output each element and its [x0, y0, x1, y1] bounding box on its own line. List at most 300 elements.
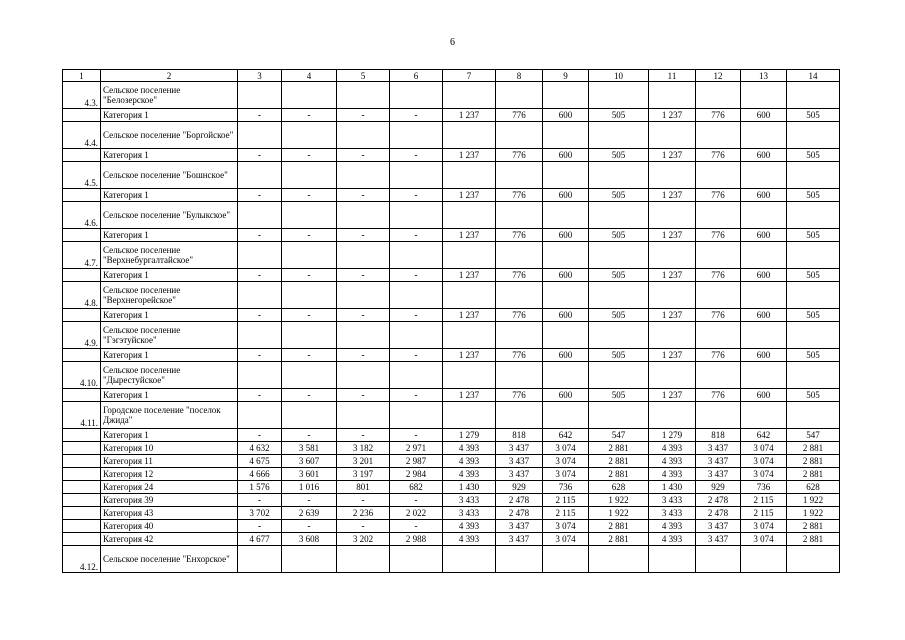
settlement-row [63, 546, 840, 573]
table-cell [589, 402, 649, 429]
category-row [63, 109, 840, 122]
table-cell: 3 437 [496, 533, 543, 546]
table-cell: 2 639 [282, 507, 337, 520]
table-cell: 1 237 [443, 109, 496, 122]
header-cell: 14 [787, 70, 840, 82]
table-cell: 2 987 [390, 455, 443, 468]
table-cell: 3 437 [696, 520, 741, 533]
table-cell [443, 82, 496, 109]
table-cell [390, 546, 443, 573]
table-cell [282, 162, 337, 189]
table-cell [649, 162, 696, 189]
table-cell: 3 437 [696, 455, 741, 468]
row-number [63, 507, 101, 520]
table-cell [337, 162, 390, 189]
table-cell: 3 433 [443, 494, 496, 507]
table-cell: - [238, 269, 282, 282]
table-cell [741, 282, 787, 309]
table-cell [543, 202, 589, 229]
table-cell [390, 322, 443, 349]
table-cell: - [337, 389, 390, 402]
category-row [63, 520, 840, 533]
table-cell: 600 [741, 149, 787, 162]
category-row [63, 309, 840, 322]
table-cell: 600 [741, 189, 787, 202]
row-number [63, 269, 101, 282]
row-number: 4.11. [63, 402, 101, 429]
table-cell: 628 [589, 481, 649, 494]
table-cell [543, 122, 589, 149]
table-cell: - [390, 269, 443, 282]
table-cell: 1 237 [649, 109, 696, 122]
table-cell [589, 546, 649, 573]
table-cell: 2 881 [787, 533, 840, 546]
table-cell [543, 546, 589, 573]
table-cell: 3 202 [337, 533, 390, 546]
table-cell: 1 430 [649, 481, 696, 494]
table-cell [282, 282, 337, 309]
category-name: Категория 11 [101, 455, 238, 468]
table-cell: 1 237 [443, 389, 496, 402]
header-cell: 1 [63, 70, 101, 82]
table-cell [496, 82, 543, 109]
table-cell: 600 [543, 389, 589, 402]
category-name: Категория 42 [101, 533, 238, 546]
table-cell: - [282, 349, 337, 362]
table-cell [337, 122, 390, 149]
table-cell: 1 237 [649, 349, 696, 362]
table-cell: 1 237 [443, 229, 496, 242]
table-cell: 2 984 [390, 468, 443, 481]
table-cell: 3 437 [496, 468, 543, 481]
table-cell: 1 237 [649, 189, 696, 202]
table-cell [390, 122, 443, 149]
table-cell: 4 393 [649, 533, 696, 546]
table-cell [496, 546, 543, 573]
row-number [63, 481, 101, 494]
table-cell [282, 122, 337, 149]
table-cell [443, 162, 496, 189]
table-cell [443, 202, 496, 229]
row-number [63, 494, 101, 507]
table-cell: 776 [496, 189, 543, 202]
category-row [63, 389, 840, 402]
table-cell: - [337, 149, 390, 162]
table-cell [496, 362, 543, 389]
table-cell: 776 [496, 269, 543, 282]
table-cell: 2 881 [787, 455, 840, 468]
table-cell: 2 881 [787, 442, 840, 455]
settlement-row [63, 202, 840, 229]
table-cell: - [337, 429, 390, 442]
table-cell: 1 237 [443, 269, 496, 282]
table-cell [649, 202, 696, 229]
category-row [63, 149, 840, 162]
table-cell: 600 [741, 229, 787, 242]
table-cell: 600 [543, 349, 589, 362]
table-cell [543, 362, 589, 389]
header-cell: 13 [741, 70, 787, 82]
table-cell: 2 988 [390, 533, 443, 546]
settlement-name: Сельское поселение "Гэгэтуйское" [101, 322, 238, 349]
table-cell: 3 074 [741, 520, 787, 533]
table-cell [282, 402, 337, 429]
table-cell: 4 393 [443, 468, 496, 481]
header-cell: 11 [649, 70, 696, 82]
table-cell: 1 279 [649, 429, 696, 442]
table-cell: - [282, 429, 337, 442]
table-cell: 600 [543, 189, 589, 202]
table-cell: 2 881 [589, 442, 649, 455]
table-cell [496, 202, 543, 229]
table-cell: 776 [696, 269, 741, 282]
table-cell [496, 402, 543, 429]
category-name: Категория 24 [101, 481, 238, 494]
table-cell: 3 074 [543, 455, 589, 468]
table-cell: - [238, 389, 282, 402]
table-cell: 3 074 [741, 442, 787, 455]
row-number [63, 429, 101, 442]
table-cell: 4 393 [649, 520, 696, 533]
category-name: Категория 10 [101, 442, 238, 455]
table-cell: - [337, 520, 390, 533]
category-name: Категория 1 [101, 429, 238, 442]
header-cell: 3 [238, 70, 282, 82]
table-cell: 682 [390, 481, 443, 494]
table-cell: 3 074 [543, 468, 589, 481]
table-cell: 1 237 [649, 229, 696, 242]
table-cell: 1 237 [443, 309, 496, 322]
table-cell: 2 881 [589, 455, 649, 468]
table-cell: 1 237 [443, 189, 496, 202]
row-number [63, 389, 101, 402]
table-cell [589, 282, 649, 309]
table-cell: 2 478 [696, 507, 741, 520]
header-cell: 4 [282, 70, 337, 82]
table-cell [543, 402, 589, 429]
table-cell [787, 202, 840, 229]
table-cell: 776 [696, 229, 741, 242]
table-cell: 505 [787, 189, 840, 202]
table-cell: 3 074 [543, 520, 589, 533]
table-cell: 642 [741, 429, 787, 442]
settlement-row [63, 322, 840, 349]
table-cell: 929 [496, 481, 543, 494]
row-number [63, 442, 101, 455]
table-cell: - [282, 189, 337, 202]
table-cell: - [337, 189, 390, 202]
table-cell: 3 433 [443, 507, 496, 520]
table-cell [390, 242, 443, 269]
header-cell: 9 [543, 70, 589, 82]
table-cell: 2 881 [589, 520, 649, 533]
settlement-name: Сельское поселение "Белозерское" [101, 82, 238, 109]
table-cell [543, 282, 589, 309]
table-cell: 818 [496, 429, 543, 442]
table-cell: 505 [589, 389, 649, 402]
category-name: Категория 12 [101, 468, 238, 481]
category-row [63, 349, 840, 362]
table-cell: 600 [741, 309, 787, 322]
table-cell: - [390, 189, 443, 202]
category-row [63, 507, 840, 520]
category-name: Категория 39 [101, 494, 238, 507]
table-cell: 736 [741, 481, 787, 494]
table-cell [696, 282, 741, 309]
row-number [63, 309, 101, 322]
settlement-name: Городское поселение "поселок Джида" [101, 402, 238, 429]
table-cell: 505 [589, 109, 649, 122]
table-cell [390, 362, 443, 389]
table-cell [443, 322, 496, 349]
table-cell [443, 122, 496, 149]
table-cell: 3 601 [282, 468, 337, 481]
table-cell [238, 362, 282, 389]
table-cell [696, 322, 741, 349]
settlement-row [63, 242, 840, 269]
table-cell [741, 202, 787, 229]
table-cell: 505 [787, 269, 840, 282]
settlement-name: Сельское поселение "Бошнское" [101, 162, 238, 189]
table-cell: 776 [496, 349, 543, 362]
table-cell [443, 362, 496, 389]
table-cell: 3 201 [337, 455, 390, 468]
table-cell: 4 677 [238, 533, 282, 546]
table-cell: 2 115 [741, 507, 787, 520]
table-cell: 600 [741, 109, 787, 122]
table-cell: 547 [787, 429, 840, 442]
table-cell: 1 237 [649, 389, 696, 402]
table-cell [649, 282, 696, 309]
table-cell [337, 402, 390, 429]
table-cell: 1 922 [787, 494, 840, 507]
table-cell: 4 393 [649, 468, 696, 481]
table-cell [741, 402, 787, 429]
table-cell [337, 82, 390, 109]
table-cell: - [282, 309, 337, 322]
table-cell [543, 82, 589, 109]
row-number [63, 349, 101, 362]
settlement-name: Сельское поселение "Верхнегорейское" [101, 282, 238, 309]
table-cell: 776 [696, 149, 741, 162]
table-cell [496, 322, 543, 349]
table-cell: 1 430 [443, 481, 496, 494]
row-number: 4.3. [63, 82, 101, 109]
table-cell: 2 236 [337, 507, 390, 520]
table-cell: 600 [741, 269, 787, 282]
table-cell [649, 546, 696, 573]
category-row [63, 481, 840, 494]
row-number [63, 189, 101, 202]
table-cell [696, 362, 741, 389]
row-number [63, 455, 101, 468]
settlement-name: Сельское поселение "Дырестуйское" [101, 362, 238, 389]
table-cell: 2 881 [787, 520, 840, 533]
header-cell: 2 [101, 70, 238, 82]
table-cell: 776 [696, 389, 741, 402]
table-cell: 505 [787, 149, 840, 162]
table-cell: 929 [696, 481, 741, 494]
table-cell [787, 322, 840, 349]
table-cell: 2 478 [496, 494, 543, 507]
header-row [63, 70, 840, 82]
table-cell [741, 122, 787, 149]
table-cell [238, 282, 282, 309]
table-cell: - [238, 349, 282, 362]
table-cell: - [337, 229, 390, 242]
table-cell: - [390, 494, 443, 507]
table-cell: 4 393 [443, 520, 496, 533]
table-cell [337, 202, 390, 229]
table-cell: 4 393 [443, 442, 496, 455]
table-cell [649, 242, 696, 269]
table-cell: 600 [543, 229, 589, 242]
row-number: 4.7. [63, 242, 101, 269]
table-cell: 642 [543, 429, 589, 442]
table-cell [787, 122, 840, 149]
table-cell: 4 393 [649, 455, 696, 468]
category-name: Категория 1 [101, 149, 238, 162]
category-name: Категория 1 [101, 389, 238, 402]
table-cell: 776 [496, 149, 543, 162]
table-cell: 2 478 [696, 494, 741, 507]
table-cell [282, 322, 337, 349]
table-cell [282, 362, 337, 389]
table-cell [496, 122, 543, 149]
table-cell: - [282, 149, 337, 162]
category-row [63, 429, 840, 442]
table-cell: 1 922 [589, 507, 649, 520]
table-cell: 600 [543, 269, 589, 282]
tariff-table [62, 69, 840, 573]
table-cell: 3 433 [649, 494, 696, 507]
table-cell [337, 546, 390, 573]
table-cell [649, 402, 696, 429]
table-cell [337, 362, 390, 389]
table-cell [589, 242, 649, 269]
table-cell [543, 162, 589, 189]
table-cell: 4 632 [238, 442, 282, 455]
table-cell [649, 322, 696, 349]
table-cell: 3 702 [238, 507, 282, 520]
table-cell [337, 242, 390, 269]
table-cell [543, 322, 589, 349]
table-cell: 776 [696, 189, 741, 202]
table-cell [238, 162, 282, 189]
table-cell: 505 [589, 309, 649, 322]
header-cell: 6 [390, 70, 443, 82]
table-cell [390, 402, 443, 429]
table-cell: 3 074 [741, 533, 787, 546]
table-cell: - [282, 229, 337, 242]
table-cell: 3 581 [282, 442, 337, 455]
table-cell: - [337, 494, 390, 507]
table-cell [696, 202, 741, 229]
table-cell [696, 82, 741, 109]
table-cell [741, 82, 787, 109]
table-cell [589, 162, 649, 189]
row-number [63, 468, 101, 481]
table-cell [741, 242, 787, 269]
table-cell [787, 242, 840, 269]
table-cell: 3 437 [496, 455, 543, 468]
table-cell: 600 [741, 389, 787, 402]
table-cell: 3 437 [696, 533, 741, 546]
table-cell [238, 202, 282, 229]
table-cell: - [337, 109, 390, 122]
table-cell: 505 [787, 109, 840, 122]
settlement-name: Сельское поселение "Боргойское" [101, 122, 238, 149]
settlement-row [63, 402, 840, 429]
table-cell: 1 922 [787, 507, 840, 520]
table-cell [589, 362, 649, 389]
table-cell: - [390, 109, 443, 122]
table-cell: 3 074 [543, 442, 589, 455]
row-number [63, 109, 101, 122]
row-number [63, 149, 101, 162]
table-cell: - [238, 149, 282, 162]
table-cell: 3 608 [282, 533, 337, 546]
table-cell: - [282, 109, 337, 122]
header-cell: 10 [589, 70, 649, 82]
table-cell: 4 393 [443, 533, 496, 546]
table-cell [282, 546, 337, 573]
table-cell: 4 393 [649, 442, 696, 455]
table-cell [787, 546, 840, 573]
header-cell: 5 [337, 70, 390, 82]
table-cell [589, 82, 649, 109]
table-cell [238, 82, 282, 109]
table-cell [238, 322, 282, 349]
table-cell [543, 242, 589, 269]
settlement-row [63, 362, 840, 389]
table-cell: 1 237 [443, 349, 496, 362]
row-number: 4.9. [63, 322, 101, 349]
row-number: 4.6. [63, 202, 101, 229]
table-cell: - [390, 389, 443, 402]
table-cell: 1 237 [443, 149, 496, 162]
table-cell: 2 881 [787, 468, 840, 481]
table-cell: 1 922 [589, 494, 649, 507]
table-cell: - [337, 269, 390, 282]
table-cell [390, 82, 443, 109]
table-cell [787, 282, 840, 309]
table-cell: 776 [696, 309, 741, 322]
table-cell [589, 322, 649, 349]
table-cell: - [238, 229, 282, 242]
table-cell: 2 881 [589, 468, 649, 481]
table-cell: 505 [589, 189, 649, 202]
table-cell: 1 237 [649, 149, 696, 162]
settlement-name: Сельское поселение "Енхорское" [101, 546, 238, 573]
category-row [63, 533, 840, 546]
table-cell [238, 402, 282, 429]
table-cell: - [390, 149, 443, 162]
table-cell: 3 197 [337, 468, 390, 481]
category-row [63, 269, 840, 282]
table-cell: 628 [787, 481, 840, 494]
table-cell: 776 [496, 229, 543, 242]
table-cell [741, 322, 787, 349]
table-cell [741, 546, 787, 573]
table-cell: 3 437 [696, 442, 741, 455]
table-cell [282, 202, 337, 229]
table-cell [238, 122, 282, 149]
table-cell [649, 362, 696, 389]
table-cell: 2 115 [543, 494, 589, 507]
category-name: Категория 43 [101, 507, 238, 520]
table-cell [390, 162, 443, 189]
